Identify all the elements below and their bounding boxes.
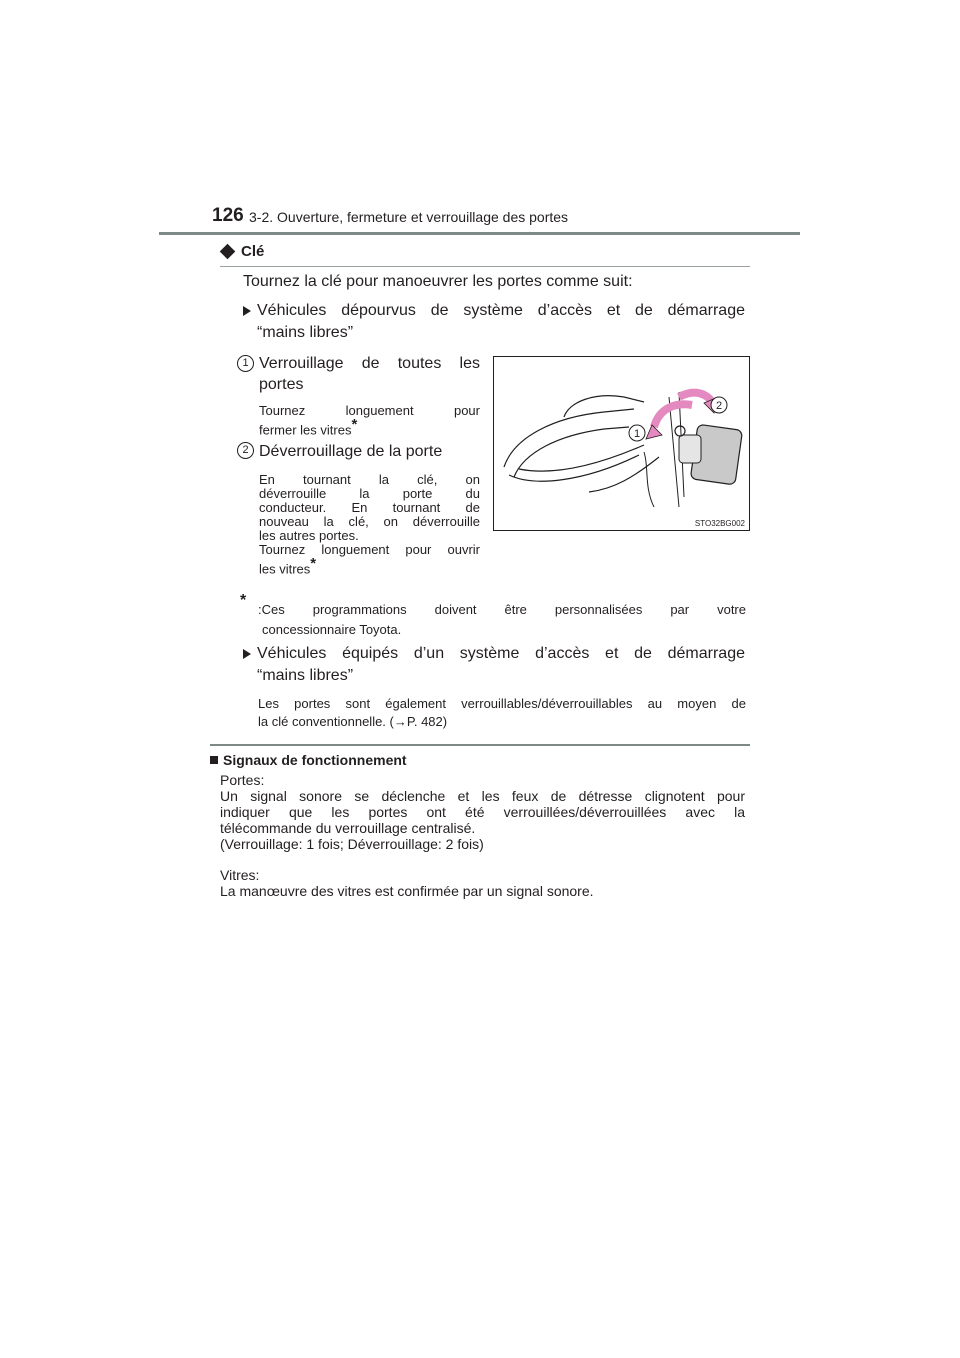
item1-desc-line: fermer les vitres xyxy=(259,422,352,438)
item2-desc-line: les vitres xyxy=(259,561,311,577)
bullet2-desc-line: la clé conventionnelle. (→P. 482) xyxy=(258,714,448,729)
page-number: 126 xyxy=(212,205,244,226)
item2-desc-line: nouveau la clé, on déverrouille xyxy=(259,514,480,529)
signals-heading xyxy=(210,752,407,768)
item2-desc-line: conducteur. En tournant de xyxy=(259,500,480,515)
section-title: Clé xyxy=(241,243,265,260)
footnote-asterisk: * xyxy=(240,592,247,609)
bullet-keyless-absent xyxy=(243,300,745,344)
section-divider xyxy=(220,266,750,267)
item1-description xyxy=(259,404,480,437)
bullet-line: “mains libres” xyxy=(257,324,354,341)
diamond-bullet-icon xyxy=(220,244,236,260)
section-divider-bottom xyxy=(210,744,750,746)
key-in-door-handle-icon xyxy=(494,357,749,530)
item1-title-line: Verrouillage de toutes les xyxy=(259,355,480,372)
item-number-badge: 1 xyxy=(237,355,254,372)
asterisk-mark: * xyxy=(351,416,358,433)
item-number-badge: 2 xyxy=(237,442,254,459)
figure-code: STO32BG002 xyxy=(694,519,745,528)
triangle-bullet-icon xyxy=(243,306,251,316)
item1-title xyxy=(259,353,480,395)
item2-description xyxy=(259,473,480,576)
item2-title: Déverrouillage de la porte xyxy=(259,443,443,460)
bullet-line: Véhicules dépourvus de système d’accès et de démarrage xyxy=(257,302,745,319)
bullet2-desc-line: Les portes sont également verrouillables/déverrouillables au moyen de xyxy=(258,696,746,711)
paragraph-line: La manœuvre des vitres est confirmée par un signal sonore. xyxy=(220,883,594,899)
item1-title-line: portes xyxy=(259,376,304,393)
triangle-bullet-icon xyxy=(243,649,251,659)
footnote xyxy=(258,600,746,640)
footnote-line: concessionnaire Toyota. xyxy=(262,622,402,637)
figure-callout-2: 2 xyxy=(715,400,723,412)
item1-desc-line: Tournez longuement pour xyxy=(259,403,480,418)
signals-windows-paragraph xyxy=(220,867,745,899)
signals-doors-paragraph xyxy=(220,772,745,852)
signals-title: Signaux de fonctionnement xyxy=(223,752,407,768)
section-heading xyxy=(220,243,264,260)
item2-desc-line: Tournez longuement pour ouvrir xyxy=(259,542,480,557)
bullet-line: “mains libres” xyxy=(257,667,354,684)
bullet-keyless-equipped xyxy=(243,643,745,687)
paragraph-line: Un signal sonore se déclenche et les feux de détresse clignotent pour xyxy=(220,788,745,804)
header-divider xyxy=(159,232,800,235)
intro-text: Tournez la clé pour manoeuvrer les portes comme suit: xyxy=(243,273,633,290)
asterisk-mark: * xyxy=(310,555,317,572)
bullet-line: Véhicules équipés d’un système d’accès et de démarrage xyxy=(257,645,745,662)
door-handle-key-illustration xyxy=(493,356,750,531)
footnote-line: :Ces programmations doivent être personnalisées par votre xyxy=(258,602,746,617)
bullet2-description xyxy=(258,695,746,731)
paragraph-line: télécommande du verrouillage centralisé. xyxy=(220,820,476,836)
figure-callout-1: 1 xyxy=(633,428,641,440)
item2-desc-line: les autres portes. xyxy=(259,528,359,543)
chapter-title: 3-2. Ouverture, fermeture et verrouillage des portes xyxy=(249,209,569,225)
paragraph-line: Vitres: xyxy=(220,867,260,883)
item2-desc-line: En tournant la clé, on xyxy=(259,472,480,487)
paragraph-line: Portes: xyxy=(220,772,265,788)
item2-desc-line: déverrouille la porte du xyxy=(259,486,480,501)
square-bullet-icon xyxy=(210,756,218,764)
paragraph-line: (Verrouillage: 1 fois; Déverrouillage: 2 fois) xyxy=(220,836,484,852)
paragraph-line: indiquer que les portes ont été verrouillées/déverrouillées avec la xyxy=(220,804,745,820)
